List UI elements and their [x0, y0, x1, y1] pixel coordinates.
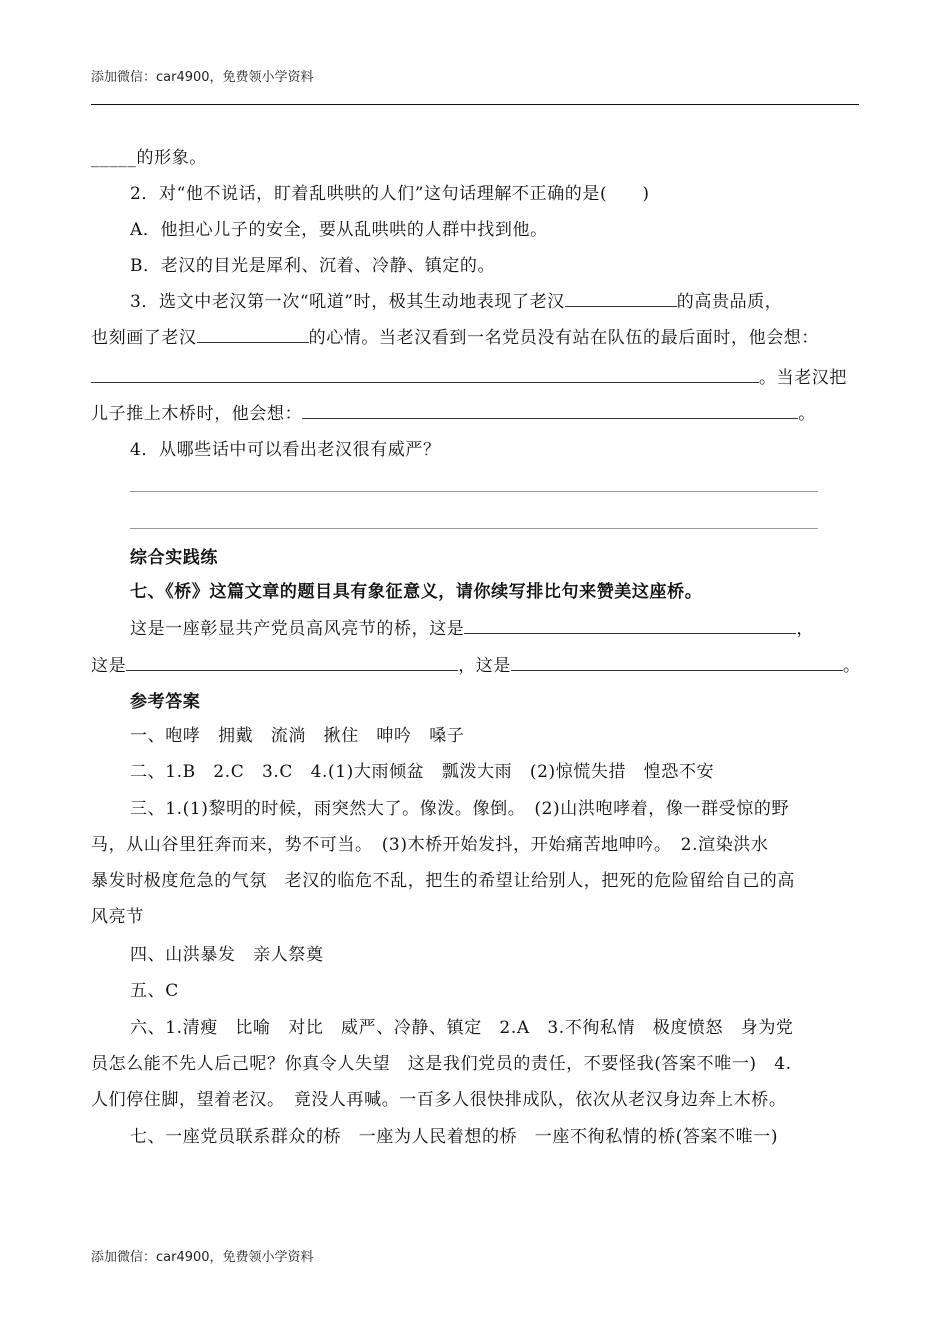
answer-6-line-2: 员怎么能不先人后己呢？你真令人失望 这是我们党员的责任，不要怪我(答案不唯一) 4. [91, 1054, 792, 1074]
footer-note: 添加微信：car4900，免费领小学资料 [91, 1250, 314, 1265]
question-7-line-2 [91, 654, 861, 678]
question-3-line-1 [130, 290, 782, 314]
answers-heading: 参考答案 [130, 692, 201, 712]
answer-blank[interactable] [565, 290, 677, 307]
question-text: 的高贵品质， [676, 292, 783, 312]
question-text: 3．选文中老汉第一次“吼道”时，极其生动地表现了老汉 [130, 292, 565, 312]
question-7-line-1 [130, 617, 814, 641]
answer-3-line-1: 三、1.(1)黎明的时候，雨突然大了。像泼。像倒。 (2)山洪咆哮着，像一群受惊的野 [130, 799, 790, 819]
header-note: 添加微信：car4900，免费领小学资料 [91, 70, 314, 85]
answer-line[interactable] [130, 528, 818, 529]
answer-blank[interactable] [302, 402, 798, 419]
question-3-line-4 [91, 402, 816, 426]
answer-6-line-3: 人们停住脚，望着老汉。 竟没人再喊。一百多人很快排成队，依次从老汉身边奔上木桥。 [91, 1090, 787, 1110]
question-text: 也刻画了老汉 [91, 328, 197, 348]
answer-blank[interactable] [464, 617, 796, 634]
header-divider [91, 104, 859, 105]
answer-blank[interactable] [197, 326, 309, 343]
question-3-line-3 [91, 366, 847, 390]
question-text: 。 [843, 656, 861, 676]
answer-line[interactable] [130, 491, 818, 492]
question-text: 的心情。当老汉看到一名党员没有站在队伍的最后面时，他会想： [308, 328, 820, 348]
question-line-1 [91, 146, 207, 170]
answer-2: 二、1.B 2.C 3.C 4.(1)大雨倾盆 瓢泼大雨 (2)惊慌失措 惶恐不安 [130, 762, 715, 782]
answer-5: 五、C [130, 981, 179, 1001]
question-text: 的形象。 [136, 148, 207, 168]
question-text: 儿子推上木桥时，他会想： [91, 404, 303, 424]
answer-1: 一、咆哮 拥戴 流淌 揪住 呻吟 嗓子 [130, 726, 465, 746]
question-text: 。 [798, 404, 816, 424]
answer-blank[interactable] [511, 654, 843, 671]
question-text: 这是 [91, 656, 127, 676]
answer-blank[interactable] [126, 654, 458, 671]
question-7: 七、《桥》这篇文章的题目具有象征意义，请你续写排比句来赞美这座桥。 [130, 582, 703, 602]
question-text: 。当老汉把 [759, 368, 847, 388]
question-text: 这是一座彰显共产党员高风亮节的桥，这是 [130, 619, 465, 639]
answer-4: 四、山洪暴发 亲人祭奠 [130, 945, 324, 965]
answer-3-line-4: 风亮节 [91, 907, 144, 927]
question-text: ， [796, 619, 815, 639]
question-2-option-b: B．老汉的目光是犀利、沉着、冷静、镇定的。 [130, 256, 496, 276]
question-3-line-2 [91, 326, 819, 350]
answer-7: 七、一座党员联系群众的桥 一座为人民着想的桥 一座不徇私情的桥(答案不唯一) [130, 1127, 779, 1147]
practice-heading: 综合实践练 [130, 548, 218, 568]
answer-6-line-1: 六、1.清瘦 比喻 对比 威严、冷静、镇定 2.A 3.不徇私情 极度愤怒 身为党 [130, 1018, 794, 1038]
question-2: 2．对“他不说话，盯着乱哄哄的人们”这句话理解不正确的是( ) [130, 184, 650, 204]
answer-blank[interactable] [91, 366, 759, 383]
question-4: 4．从哪些话中可以看出老汉很有威严？ [130, 440, 441, 460]
question-text: ，这是 [458, 656, 512, 676]
fill-blank: _____ [91, 148, 137, 168]
question-2-option-a: A．他担心儿子的安全，要从乱哄哄的人群中找到他。 [130, 220, 548, 240]
answer-3-line-2: 马，从山谷里狂奔而来，势不可当。 (3)木桥开始发抖，开始痛苦地呻吟。 2.渲染洪水 [91, 835, 769, 855]
answer-3-line-3: 暴发时极度危急的气氛 老汉的临危不乱，把生的希望让给别人，把死的危险留给自己的高 [91, 871, 795, 891]
